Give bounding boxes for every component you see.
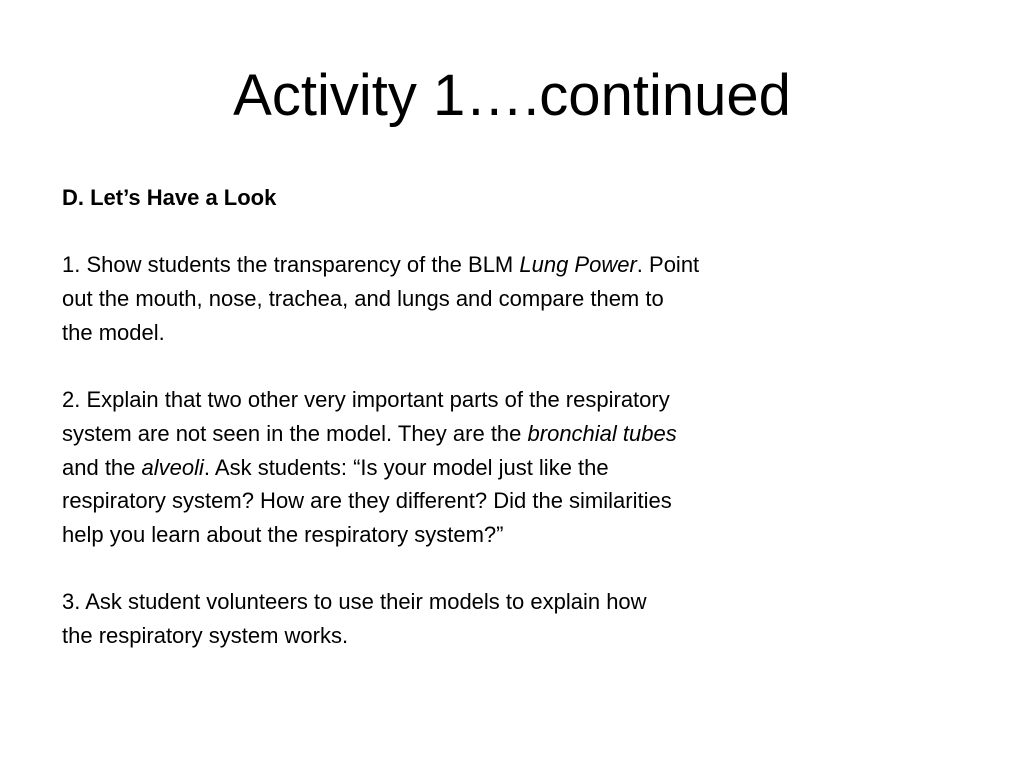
paragraph-gap xyxy=(62,552,962,586)
lung-power-title: Lung Power xyxy=(519,252,637,278)
paragraph-gap xyxy=(62,215,962,249)
list-item-1-line-1: 1. Show students the transparency of the BLM Lung Power. Point xyxy=(62,252,700,278)
paragraph-gap xyxy=(62,350,962,384)
list-item-1-line-3: the model. xyxy=(62,319,165,345)
list-item-1-line-2: out the mouth, nose, trachea, and lungs and compare them to xyxy=(62,286,664,312)
list-item-2 xyxy=(62,383,962,552)
alveoli-term: alveoli xyxy=(141,454,204,480)
list-item-2-line-3: and the alveoli. Ask students: “Is your model just like the xyxy=(62,454,609,480)
slide-body xyxy=(62,181,962,653)
list-item-3 xyxy=(62,585,962,652)
list-item-2-line-4: respiratory system? How are they different? Did the similarities xyxy=(62,488,672,514)
list-item-2-line-2: system are not seen in the model. They are the bronchial tubes xyxy=(62,420,677,446)
list-item-3-line-1: 3. Ask student volunteers to use their models to explain how xyxy=(62,589,647,615)
section-heading: D. Let’s Have a Look xyxy=(62,185,277,210)
slide-title: Activity 1….continued xyxy=(233,63,791,128)
bronchial-tubes-term: bronchial tubes xyxy=(527,420,677,446)
list-item-1 xyxy=(62,248,962,349)
list-item-2-line-5: help you learn about the respiratory system?” xyxy=(62,522,504,547)
list-item-3-line-2: the respiratory system works. xyxy=(62,623,349,649)
list-item-2-line-1: 2. Explain that two other very important parts of the respiratory xyxy=(62,387,670,413)
